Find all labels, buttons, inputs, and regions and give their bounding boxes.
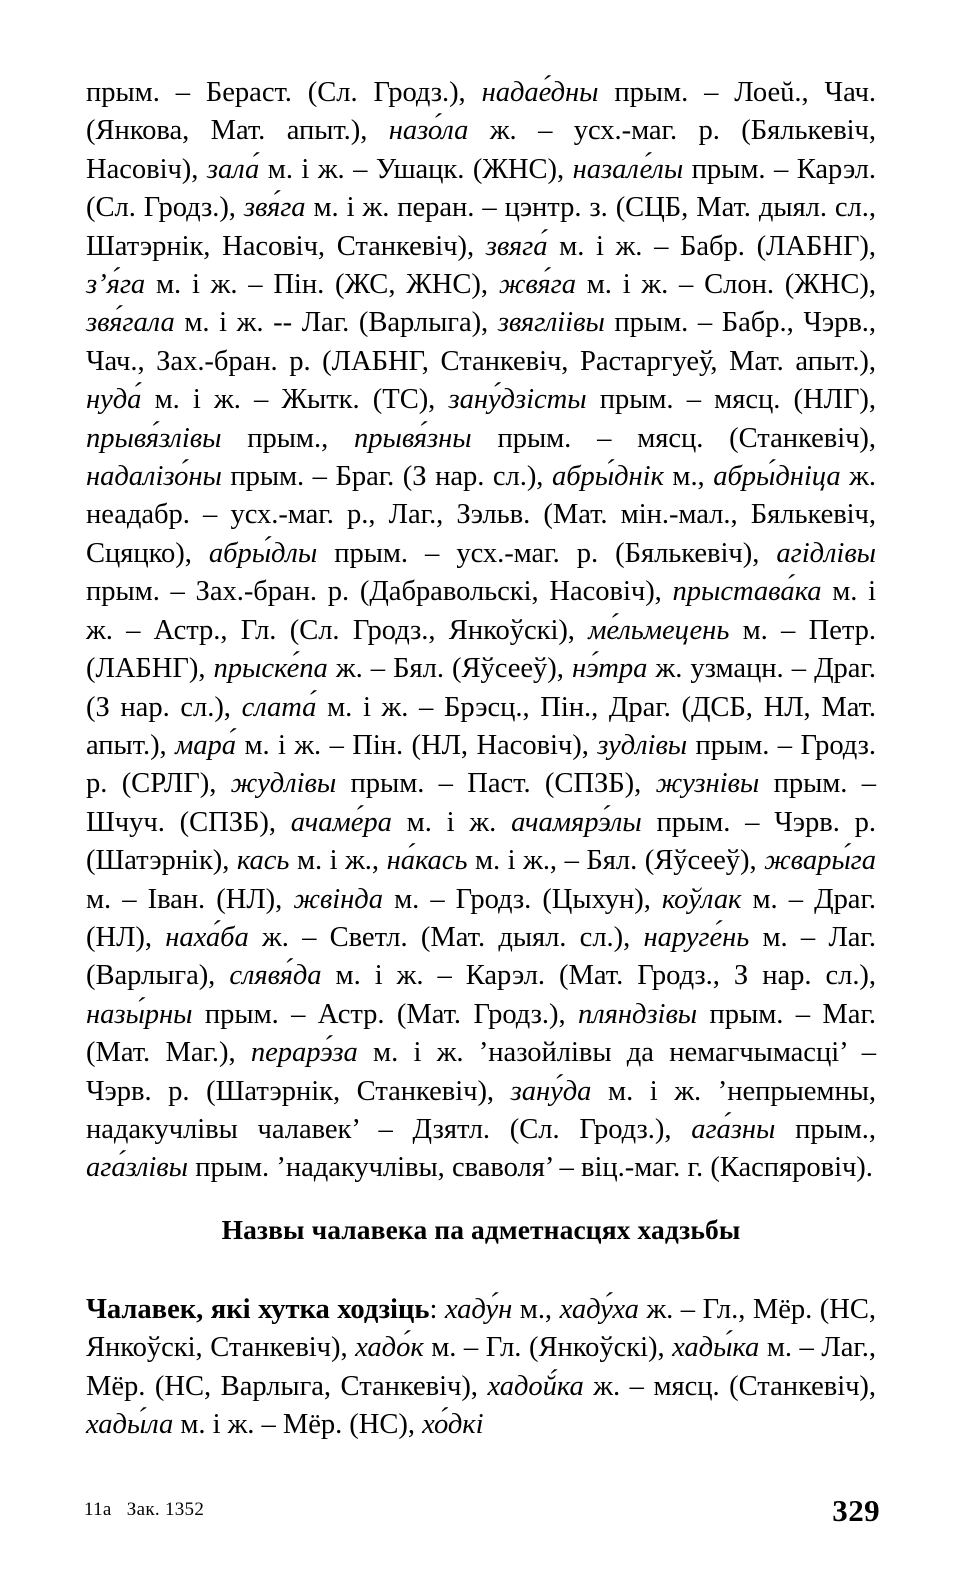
page-number: 329 [832,1493,880,1528]
signature-mark: 11а Зак. 1352 [84,1499,205,1520]
dictionary-entry-paragraph: прым. – Бераст. (Сл. Гродз.), надае́дны прым. – Лоеŭ., Чач. (Янкова, Мат. апыт.), назо́ла ж. – усх.-маг. р. (Бялькевіч, Насовіч), зала́ м. і ж. – Ушацк. (ЖНС), назале́лы прым. – Карэл. (Сл. Гродз.), звя́га м. і ж. перан. – цэнтр. з. (СЦБ, Мат. дыял. сл., Шатэрнік, Насовіч, Станкевіч), звяга́ м. і ж. – Бабр. (ЛАБНГ), з’я́га м. і ж. – Пін. (ЖС, ЖНС), жвя́га м. і ж. – Слон. (ЖНС), звя́гала м. і ж. -- Лаг. (Варлыга), звягліівы прым. – Бабр., Чэрв., Чач., Зах.-бран. р. (ЛАБНГ, Станкевіч, Растаргуеў, Мат. апыт.), нуда́ м. і ж. – Жытк. (ТС), зану́дзісты прым. – мясц. (НЛГ), прывя́злівы прым., прывя́зны прым. – мясц. (Станкевіч), надалізо́ны прым. – Браг. (З нар. сл.), абры́днік м., абры́дніца ж. неадабр. – усх.-маг. р., Лаг., Зэльв. (Мат. мін.-мал., Бялькевіч, Сцяцко), абры́длы прым. – усх.-маг. р. (Бялькевіч), агідлівы прым. – Зах.-бран. р. (Дабравольскі, Насовіч), прыстава́ка м. і ж. – Астр., Гл. (Сл. Гродз., Янкоўскі), ме́льмецень м. – Петр. (ЛАБНГ), прыске́па ж. – Бял. (Яўсееў), нэ́тра ж. узмацн. – Драг. (З нар. сл.), слата́ м. і ж. – Брэсц., Пін., Драг. (ДСБ, НЛ, Мат. апыт.), мара́ м. і ж. – Пін. (НЛ, Насовіч), зудлівы прым. – Гродз. р. (СРЛГ), жудлівы прым. – Паст. (СПЗБ), жузнівы прым. – Шчуч. (СПЗБ), ачаме́ра м. і ж. ачамярэ́лы прым. – Чэрв. р. (Шатэрнік), кась м. і ж., на́кась м. і ж., – Бял. (Яўсееў), жвары́га м. – Іван. (НЛ), жвінда м. – Гродз. (Цыхун), коўлак м. – Драг. (НЛ), наха́ба ж. – Светл. (Мат. дыял. сл.), наруге́нь м. – Лаг. (Варлыга), слявя́да м. і ж. – Карэл. (Мат. Гродз., З нар. сл.), назы́рны прым. – Астр. (Мат. Гродз.), пляндзівы прым. – Маг. (Мат. Маг.), перарэ́за м. і ж. ’назойлівы да немагчымасці’ – Чэрв. р. (Шатэрнік, Станкевіч), зану́да м. і ж. ’непрыемны, надакучлівы чалавек’ – Дзятл. (Сл. Гродз.), ага́зны прым., ага́злівы прым. ’надакучлівы, сваволя’ – віц.-маг. г. (Каспяровіч). [86,77,877,1184]
entry-text-block [86,74,876,1188]
subsection-entry-paragraph: Чалавек, які хутка ходзіць: хаду́н м., хаду́ха ж. – Гл., Мёр. (НС, Янкоўскі, Станкевіч), хадо́к м. – Гл. (Янкоўскі), хады́ка м. – Лаг., Мёр. (НС, Варлыга, Станкевіч), хадоŭ́ка ж. – мясц. (Станкевіч), хады́ла м. і ж. – Мёр. (НС), хо́дкі [86,1294,876,1441]
section-heading: Назвы чалавека па адметнасцях хадзьбы [221,1214,741,1245]
page-footer [0,1494,960,1538]
